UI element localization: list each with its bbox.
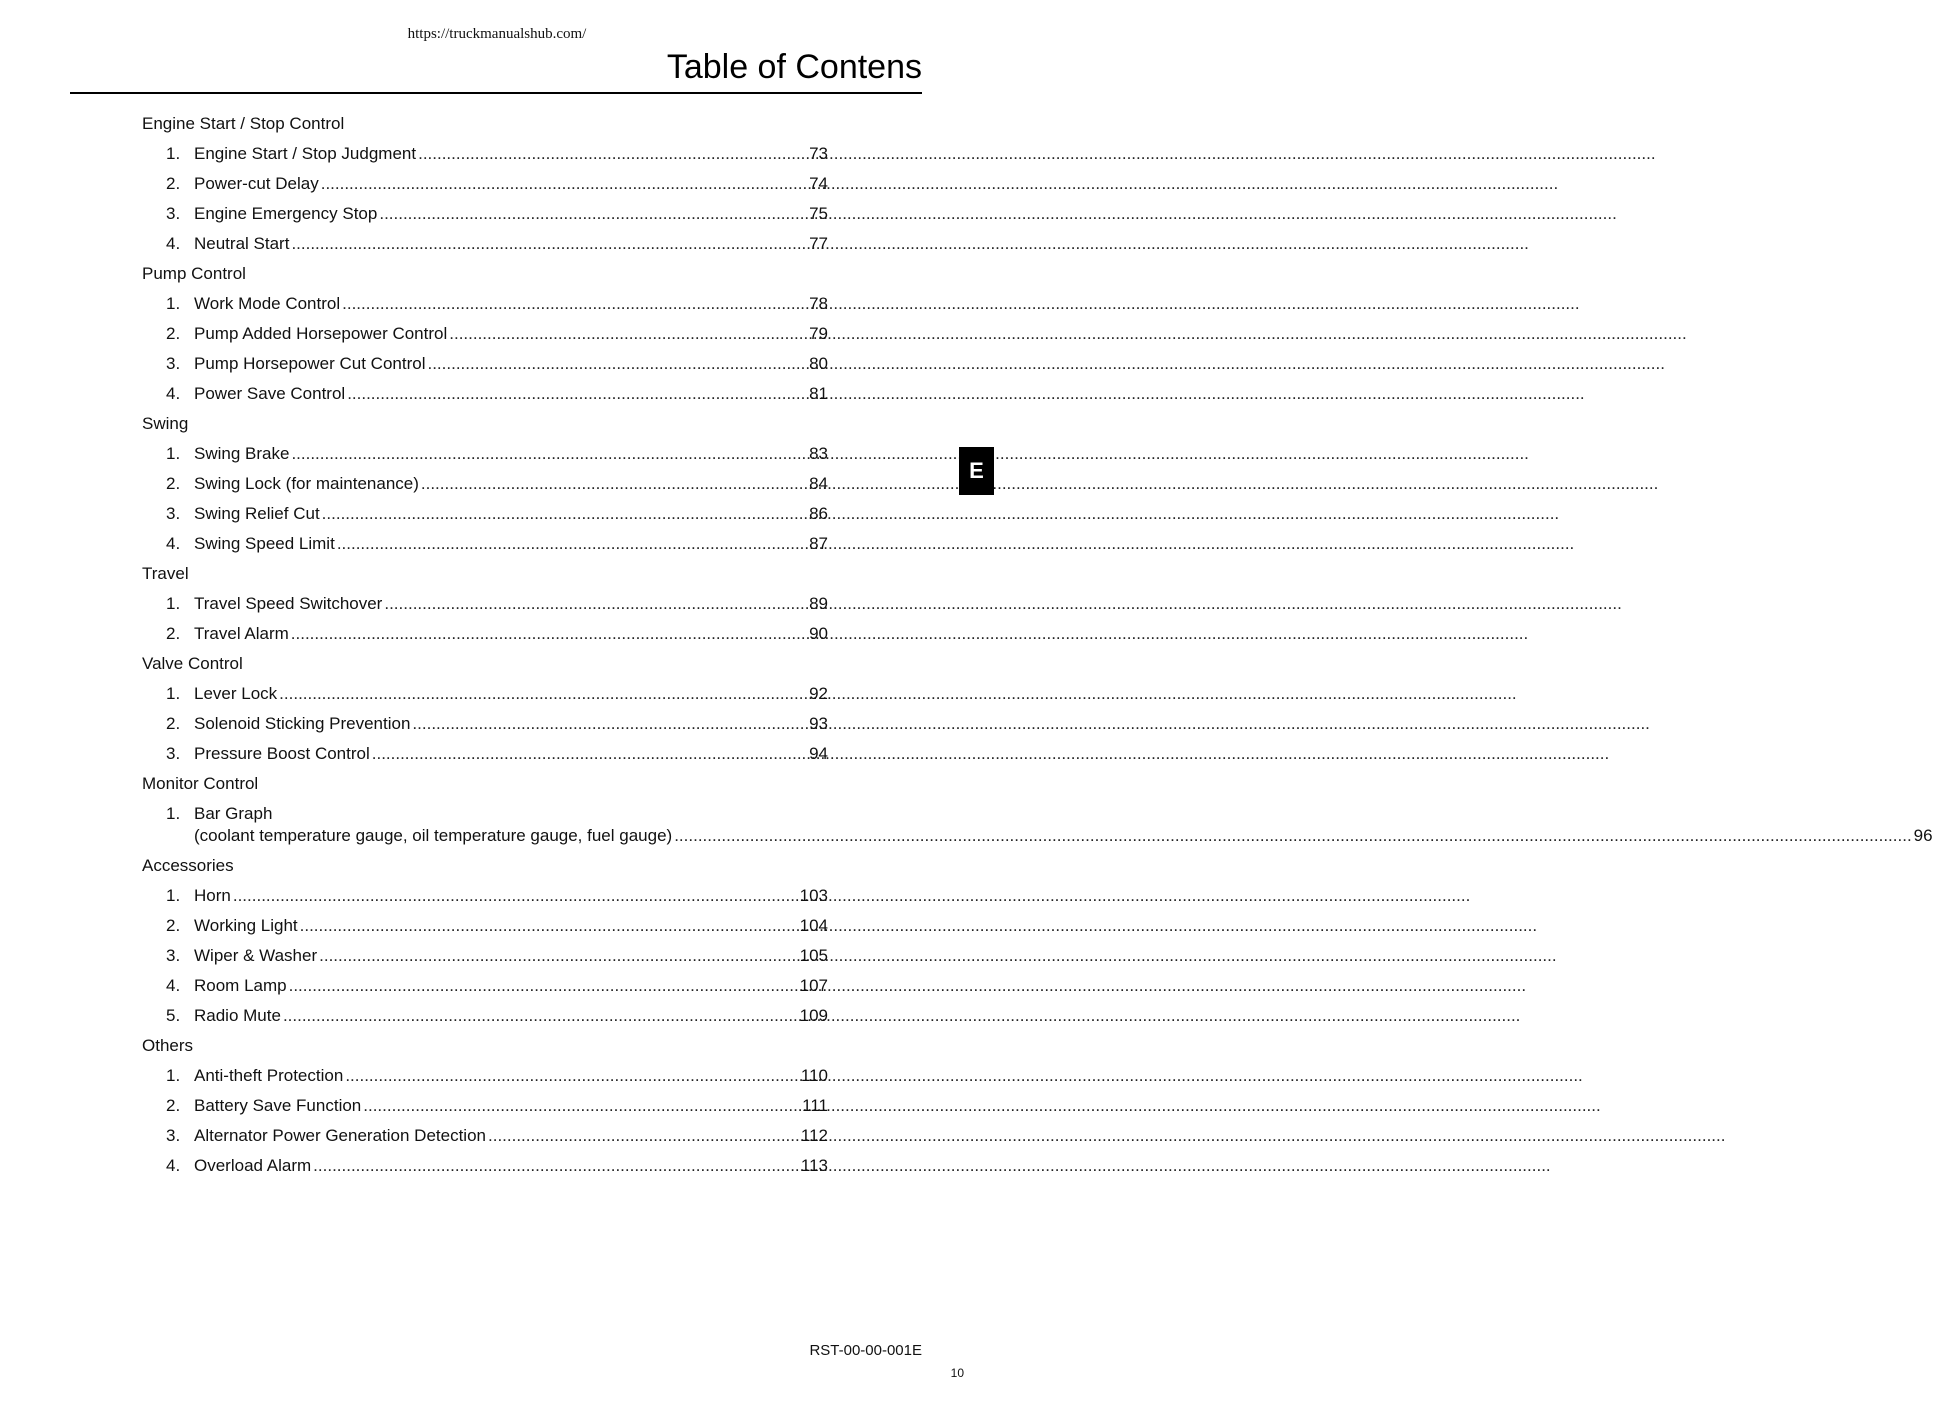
toc-entry[interactable]: [142, 799, 1933, 851]
toc-entry-body: [194, 139, 828, 169]
toc-dot-leader: [427, 349, 807, 379]
toc-entry-number: 2.: [166, 474, 181, 493]
toc-entry-title: Horn: [194, 886, 231, 905]
toc-entry-page[interactable]: 87: [809, 534, 828, 553]
toc-entry-page[interactable]: 84: [809, 474, 828, 493]
toc-entry-page[interactable]: 77: [809, 234, 828, 253]
toc-entry[interactable]: [142, 1151, 828, 1181]
toc-section-heading[interactable]: Travel: [142, 564, 189, 583]
toc-entry-body: [194, 1121, 828, 1151]
toc-entry-body: [194, 1091, 828, 1121]
toc-dot-leader: [372, 739, 807, 769]
toc-entry-title: Alternator Power Generation Detection: [194, 1126, 486, 1145]
toc-entry-page[interactable]: 109: [799, 1006, 828, 1025]
toc-dot-leader: [291, 619, 807, 649]
toc-dot-leader: [279, 679, 807, 709]
toc-entry-page[interactable]: 103: [799, 886, 828, 905]
toc-entry-body: [194, 169, 828, 199]
toc-entry-page[interactable]: 96: [1913, 826, 1933, 845]
toc-entry-number: 3.: [166, 946, 181, 965]
toc-entry-title-block: [194, 803, 1933, 847]
toc-entry-page[interactable]: 93: [809, 714, 828, 733]
toc-entry-subtitle-line: [194, 825, 1933, 847]
toc-entry-number: 1.: [166, 444, 181, 463]
toc-entry-number: 1.: [166, 594, 181, 613]
toc-entry-title: Travel Alarm: [194, 624, 289, 643]
toc-entry-number: 1.: [166, 886, 181, 905]
toc-entry-title: Working Light: [194, 916, 298, 935]
toc-entry-body: [194, 971, 828, 1001]
toc-entry-page[interactable]: 107: [799, 976, 828, 995]
toc-dot-leader: [384, 589, 807, 619]
toc-entry-body: [194, 803, 1933, 847]
toc-entry[interactable]: [142, 679, 828, 709]
toc-entry-body: [194, 1151, 828, 1181]
toc-dot-leader: [379, 199, 807, 229]
toc-entry-title: Wiper & Washer: [194, 946, 318, 965]
toc-dot-leader: [674, 825, 1911, 847]
toc-dot-leader: [488, 1121, 799, 1151]
toc-entry-title: Swing Brake: [194, 444, 290, 463]
toc-entry-page[interactable]: 81: [809, 384, 828, 403]
toc-entry-body: [194, 439, 828, 469]
toc-entry-number: 3.: [166, 354, 181, 373]
toc-entry-body: [194, 679, 828, 709]
toc-entry-title: Bar Graph: [194, 804, 273, 823]
toc-section-heading[interactable]: Others: [142, 1036, 194, 1055]
toc-entry-number: 3.: [166, 744, 181, 763]
toc-entry-number: 3.: [166, 204, 181, 223]
toc-entry-page[interactable]: 75: [809, 204, 828, 223]
toc-dot-leader: [449, 319, 807, 349]
toc-entry-body: [194, 941, 828, 971]
toc-entry[interactable]: [142, 319, 828, 349]
toc-entry-number: 4.: [166, 534, 181, 553]
toc-entry[interactable]: [142, 229, 828, 259]
toc-entry[interactable]: [142, 971, 828, 1001]
toc-entry-page[interactable]: 113: [800, 1156, 828, 1175]
section-tab-marker: E: [959, 447, 994, 495]
toc-entry[interactable]: [142, 499, 828, 529]
toc-entry-title: Solenoid Sticking Prevention: [194, 714, 411, 733]
toc-entry-title: Radio Mute: [194, 1006, 281, 1025]
toc-entry-number: 3.: [166, 504, 181, 523]
toc-section-heading[interactable]: Valve Control: [142, 654, 243, 673]
page-number: 10: [950, 1366, 964, 1380]
toc-section-heading[interactable]: Engine Start / Stop Control: [142, 114, 345, 133]
toc-entry[interactable]: [142, 739, 828, 769]
toc-entry-body: [194, 529, 828, 559]
toc-entry-title: Travel Speed Switchover: [194, 594, 383, 613]
toc-entry-page[interactable]: 111: [802, 1096, 828, 1115]
toc-entry[interactable]: [142, 439, 828, 469]
toc-entry-title: Anti-theft Protection: [194, 1066, 344, 1085]
toc-entry-number: 2.: [166, 916, 181, 935]
toc-entry-title: Battery Save Function: [194, 1096, 362, 1115]
toc-section-heading[interactable]: Pump Control: [142, 264, 246, 283]
toc-dot-leader: [291, 439, 807, 469]
toc-dot-leader: [345, 1061, 799, 1091]
toc-entry-number: 4.: [166, 384, 181, 403]
toc-entry-title: Power Save Control: [194, 384, 346, 403]
toc-entry-page[interactable]: 78: [809, 294, 828, 313]
toc-entry[interactable]: [142, 139, 828, 169]
toc-entry-body: [194, 881, 828, 911]
toc-entry-page[interactable]: 110: [800, 1066, 828, 1085]
toc-entry-number: 2.: [166, 714, 181, 733]
toc-dot-leader: [300, 911, 798, 941]
toc-entry[interactable]: [142, 469, 828, 499]
title-rule: [70, 92, 922, 94]
toc-entry-title: Overload Alarm: [194, 1156, 312, 1175]
toc-entry-page[interactable]: 79: [809, 324, 828, 343]
toc-entry-page[interactable]: 104: [799, 916, 828, 935]
toc-entry-title: Pump Horsepower Cut Control: [194, 354, 426, 373]
toc-entry[interactable]: [142, 169, 828, 199]
toc-entry-title: Room Lamp: [194, 976, 287, 995]
toc-entry-number: 1.: [166, 294, 181, 313]
toc-entry-title: Engine Emergency Stop: [194, 204, 378, 223]
toc-entry-body: [194, 619, 828, 649]
toc-entry-title: Swing Speed Limit: [194, 534, 335, 553]
document-code: RST-00-00-001E: [809, 1342, 922, 1359]
toc-dot-leader: [421, 469, 807, 499]
toc-entry-number: 1.: [166, 804, 181, 823]
toc-entry-number: 4.: [166, 976, 181, 995]
toc-entry[interactable]: [142, 709, 828, 739]
toc-entry-title: Pump Added Horsepower Control: [194, 324, 448, 343]
toc-entry-page[interactable]: 73: [809, 144, 828, 163]
toc-entry-body: [194, 1061, 828, 1091]
toc-entry[interactable]: [142, 349, 828, 379]
toc-dot-leader: [363, 1091, 800, 1121]
toc-entry-number: 5.: [166, 1006, 181, 1025]
toc-entry-page[interactable]: 90: [809, 624, 828, 643]
toc-entry-number: 2.: [166, 1096, 181, 1115]
toc-entry-page[interactable]: 94: [809, 744, 828, 763]
toc-entry-page[interactable]: 105: [799, 946, 828, 965]
toc-entry-title: Engine Start / Stop Judgment: [194, 144, 417, 163]
toc-entry-page[interactable]: 74: [809, 174, 828, 193]
toc-entry-number: 2.: [166, 624, 181, 643]
toc-entry-number: 2.: [166, 174, 181, 193]
toc-dot-leader: [319, 941, 798, 971]
page-title: Table of Contens: [666, 48, 922, 86]
toc-entry-body: [194, 1001, 828, 1031]
toc-entry-page[interactable]: 83: [809, 444, 828, 463]
toc-entry[interactable]: [142, 619, 828, 649]
toc-dot-leader: [412, 709, 807, 739]
toc-entry[interactable]: [142, 1001, 828, 1031]
toc-dot-leader: [337, 529, 807, 559]
toc-dot-leader: [321, 169, 807, 199]
toc-section-heading[interactable]: Swing: [142, 414, 189, 433]
toc-entry-page[interactable]: 86: [809, 504, 828, 523]
toc-section-heading[interactable]: Monitor Control: [142, 774, 259, 793]
toc-entry[interactable]: [142, 1121, 828, 1151]
toc-entry-number: 1.: [166, 144, 181, 163]
toc-entry-body: [194, 229, 828, 259]
toc-dot-leader: [313, 1151, 799, 1181]
table-of-contents: [142, 109, 1933, 1181]
toc-entry[interactable]: [142, 589, 828, 619]
toc-entry-title: Lever Lock: [194, 684, 278, 703]
toc-entry-title: Pressure Boost Control: [194, 744, 370, 763]
toc-dot-leader: [418, 139, 807, 169]
toc-entry-body: [194, 199, 828, 229]
toc-entry-title: Power-cut Delay: [194, 174, 319, 193]
toc-dot-leader: [347, 379, 807, 409]
toc-entry[interactable]: [142, 289, 828, 319]
toc-entry-body: [194, 739, 828, 769]
toc-entry-page[interactable]: 112: [800, 1126, 828, 1145]
toc-entry-body: [194, 379, 828, 409]
toc-dot-leader: [283, 1001, 798, 1031]
toc-entry-body: [194, 319, 828, 349]
toc-entry-title: Work Mode Control: [194, 294, 341, 313]
toc-entry-page[interactable]: 92: [809, 684, 828, 703]
toc-entry-title: Swing Relief Cut: [194, 504, 320, 523]
toc-entry-number: 2.: [166, 324, 181, 343]
toc-entry-body: [194, 911, 828, 941]
toc-dot-leader: [322, 499, 807, 529]
toc-entry[interactable]: [142, 911, 828, 941]
toc-dot-leader: [289, 971, 798, 1001]
toc-entry-body: [194, 469, 828, 499]
site-url[interactable]: https://truckmanualshub.com/: [407, 26, 587, 42]
toc-entry[interactable]: [142, 199, 828, 229]
toc-entry-body: [194, 349, 828, 379]
toc-entry-page[interactable]: 89: [809, 594, 828, 613]
toc-entry[interactable]: [142, 941, 828, 971]
toc-entry[interactable]: [142, 1061, 828, 1091]
toc-entry-title: Swing Lock (for maintenance): [194, 474, 419, 493]
toc-entry-number: 1.: [166, 684, 181, 703]
toc-entry-body: [194, 289, 828, 319]
toc-entry-subtitle: (coolant temperature gauge, oil temperature gauge, fuel gauge): [194, 826, 673, 845]
toc-entry-number: 4.: [166, 1156, 181, 1175]
toc-entry-number: 1.: [166, 1066, 181, 1085]
toc-entry-body: [194, 499, 828, 529]
toc-entry-title: Neutral Start: [194, 234, 290, 253]
toc-entry-body: [194, 709, 828, 739]
toc-dot-leader: [233, 881, 798, 911]
toc-section-heading[interactable]: Accessories: [142, 856, 234, 875]
toc-entry-page[interactable]: 80: [809, 354, 828, 373]
toc-dot-leader: [291, 229, 807, 259]
toc-entry[interactable]: [142, 379, 828, 409]
toc-dot-leader: [342, 289, 807, 319]
toc-entry-body: [194, 589, 828, 619]
toc-entry[interactable]: [142, 881, 828, 911]
toc-entry-number: 3.: [166, 1126, 181, 1145]
toc-entry[interactable]: [142, 529, 828, 559]
toc-entry-number: 4.: [166, 234, 181, 253]
toc-entry[interactable]: [142, 1091, 828, 1121]
